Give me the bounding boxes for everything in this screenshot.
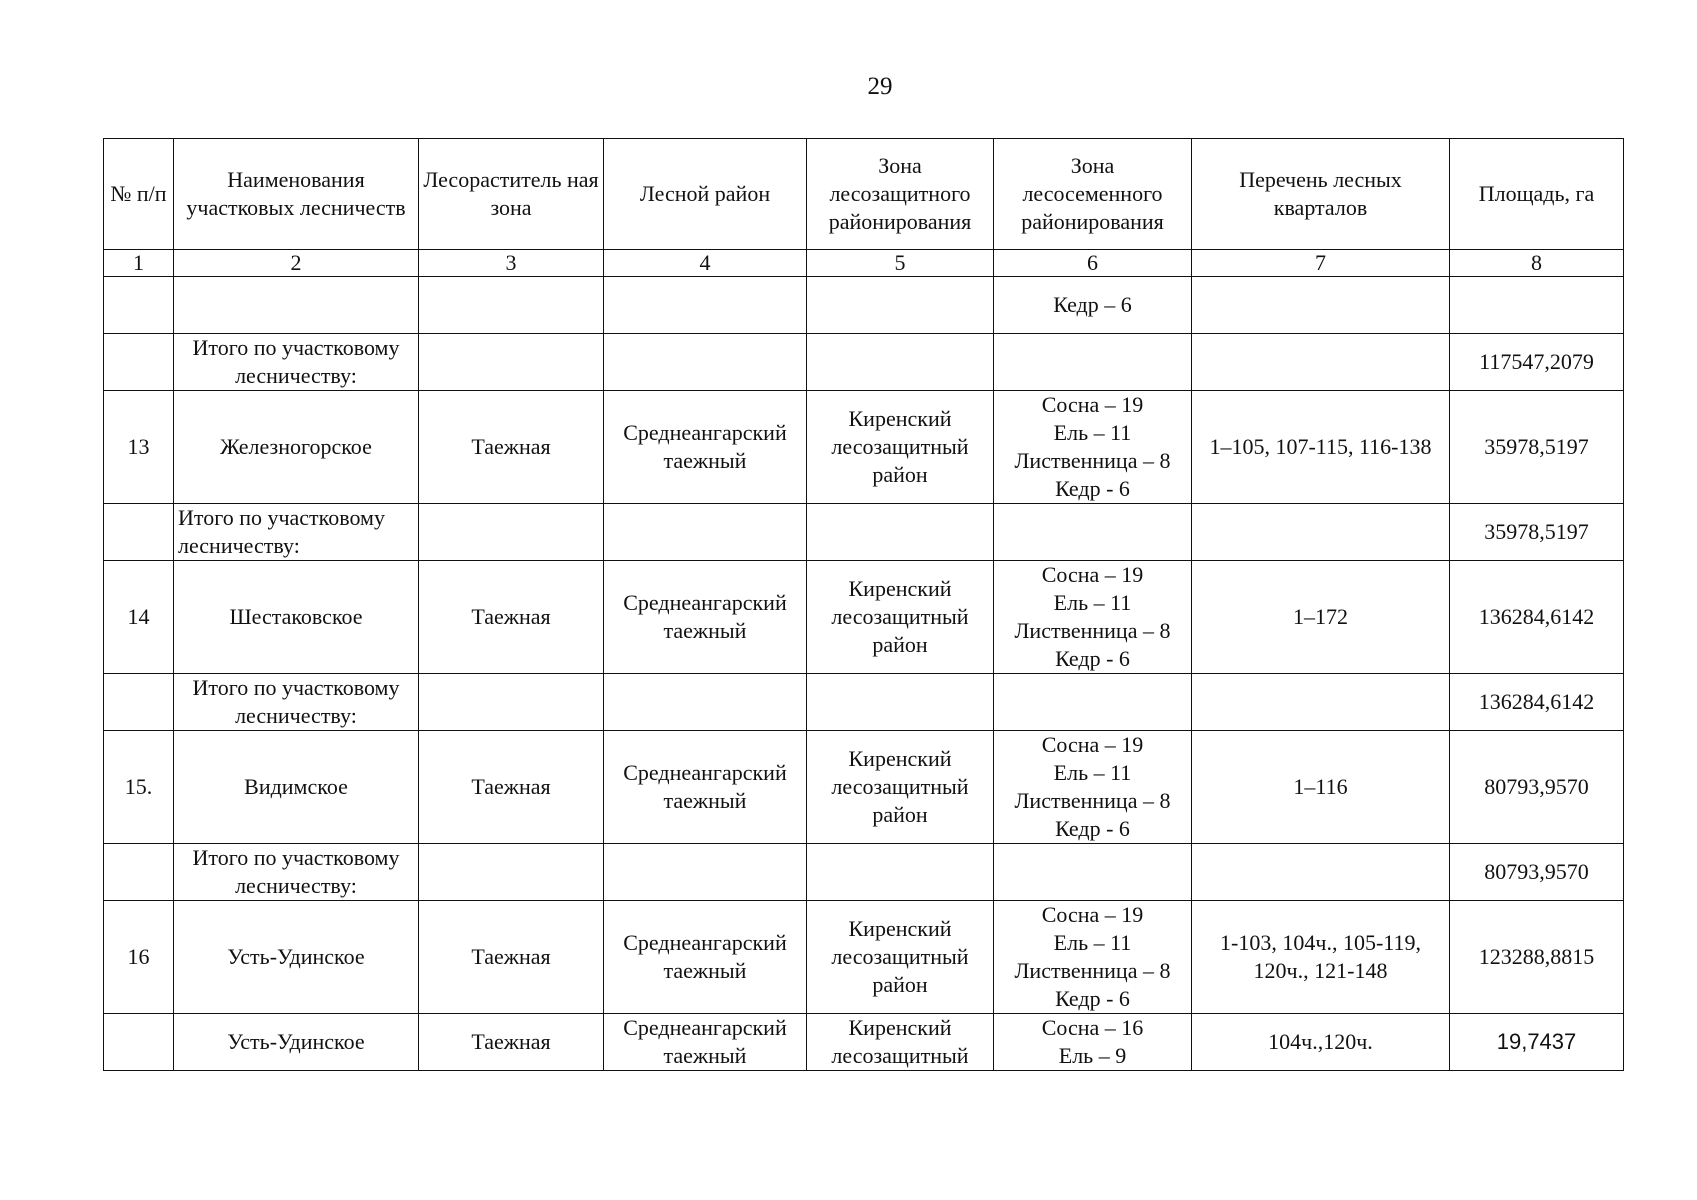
area-cell: 35978,5197 <box>1450 504 1624 561</box>
seed-zone-cell: Сосна – 19 Ель – 11 Лиственница – 8 Кедр - 6 <box>994 391 1192 504</box>
forest-region-cell: Среднеангарский таежный <box>604 731 807 844</box>
forest-region-cell: Среднеангарский таежный <box>604 901 807 1014</box>
table-row <box>104 391 1624 504</box>
subtotal-row <box>104 674 1624 731</box>
quarters-cell: 1–116 <box>1192 731 1450 844</box>
column-number: 1 <box>104 250 174 277</box>
column-number-row <box>104 250 1624 277</box>
veg-zone-cell: Таежная <box>419 561 604 674</box>
header-cell: Зона лесозащитного районирования <box>807 139 994 250</box>
seed-zone-cell: Сосна – 19 Ель – 11 Лиственница – 8 Кедр - 6 <box>994 901 1192 1014</box>
column-number: 8 <box>1450 250 1624 277</box>
quarters-cell: 1–105, 107-115, 116-138 <box>1192 391 1450 504</box>
row-number: 14 <box>104 561 174 674</box>
protection-zone-cell: Киренский лесозащитный район <box>807 901 994 1014</box>
column-number: 3 <box>419 250 604 277</box>
header-row <box>104 139 1624 250</box>
column-number: 6 <box>994 250 1192 277</box>
header-cell: Лесной район <box>604 139 807 250</box>
forest-region-cell: Среднеангарский таежный <box>604 1014 807 1071</box>
subtotal-row <box>104 844 1624 901</box>
seed-zone-cell: Кедр – 6 <box>994 277 1192 334</box>
area-cell: 136284,6142 <box>1450 674 1624 731</box>
row-number: 15. <box>104 731 174 844</box>
header-cell: Лесораститель ная зона <box>419 139 604 250</box>
area-cell: 117547,2079 <box>1450 334 1624 391</box>
forest-region-cell: Среднеангарский таежный <box>604 391 807 504</box>
header-cell: № п/п <box>104 139 174 250</box>
area-cell: 136284,6142 <box>1450 561 1624 674</box>
column-number: 2 <box>174 250 419 277</box>
protection-zone-cell: Киренский лесозащитный <box>807 1014 994 1071</box>
subtotal-label: Итого по участковому лесничеству: <box>174 504 419 561</box>
header-cell: Наименования участковых лесничеств <box>174 139 419 250</box>
forestry-name: Видимское <box>174 731 419 844</box>
subtotal-row <box>104 334 1624 391</box>
table-row <box>104 561 1624 674</box>
area-cell: 19,7437 <box>1450 1014 1624 1071</box>
table-row <box>104 901 1624 1014</box>
seed-zone-cell: Сосна – 16 Ель – 9 <box>994 1014 1192 1071</box>
area-cell: 35978,5197 <box>1450 391 1624 504</box>
forestry-name: Шестаковское <box>174 561 419 674</box>
quarters-cell: 1–172 <box>1192 561 1450 674</box>
subtotal-row <box>104 504 1624 561</box>
table-row <box>104 731 1624 844</box>
header-cell: Зона лесосеменного районирования <box>994 139 1192 250</box>
quarters-cell: 104ч.,120ч. <box>1192 1014 1450 1071</box>
subtotal-label: Итого по участковому лесничеству: <box>174 844 419 901</box>
page-number: 29 <box>867 73 893 100</box>
forest-region-cell: Среднеангарский таежный <box>604 561 807 674</box>
column-number: 5 <box>807 250 994 277</box>
seed-zone-cell: Сосна – 19 Ель – 11 Лиственница – 8 Кедр - 6 <box>994 561 1192 674</box>
header-cell: Площадь, га <box>1450 139 1624 250</box>
veg-zone-cell: Таежная <box>419 391 604 504</box>
veg-zone-cell: Таежная <box>419 901 604 1014</box>
subtotal-label: Итого по участковому лесничеству: <box>174 674 419 731</box>
row-number: 13 <box>104 391 174 504</box>
forestry-name: Усть-Удинское <box>174 901 419 1014</box>
seed-zone-cell: Сосна – 19 Ель – 11 Лиственница – 8 Кедр - 6 <box>994 731 1192 844</box>
subtotal-label: Итого по участковому лесничеству: <box>174 334 419 391</box>
protection-zone-cell: Киренский лесозащитный район <box>807 561 994 674</box>
table-row <box>104 277 1624 334</box>
veg-zone-cell: Таежная <box>419 731 604 844</box>
column-number: 4 <box>604 250 807 277</box>
header-cell: Перечень лесных кварталов <box>1192 139 1450 250</box>
column-number: 7 <box>1192 250 1450 277</box>
forestry-name: Железногорское <box>174 391 419 504</box>
forestry-name: Усть-Удинское <box>174 1014 419 1071</box>
protection-zone-cell: Киренский лесозащитный район <box>807 391 994 504</box>
forestry-table <box>103 138 1624 1071</box>
table-row <box>104 1014 1624 1071</box>
veg-zone-cell: Таежная <box>419 1014 604 1071</box>
quarters-cell: 1-103, 104ч., 105-119, 120ч., 121-148 <box>1192 901 1450 1014</box>
protection-zone-cell: Киренский лесозащитный район <box>807 731 994 844</box>
area-cell: 80793,9570 <box>1450 731 1624 844</box>
row-number: 16 <box>104 901 174 1014</box>
area-cell: 123288,8815 <box>1450 901 1624 1014</box>
area-cell: 80793,9570 <box>1450 844 1624 901</box>
